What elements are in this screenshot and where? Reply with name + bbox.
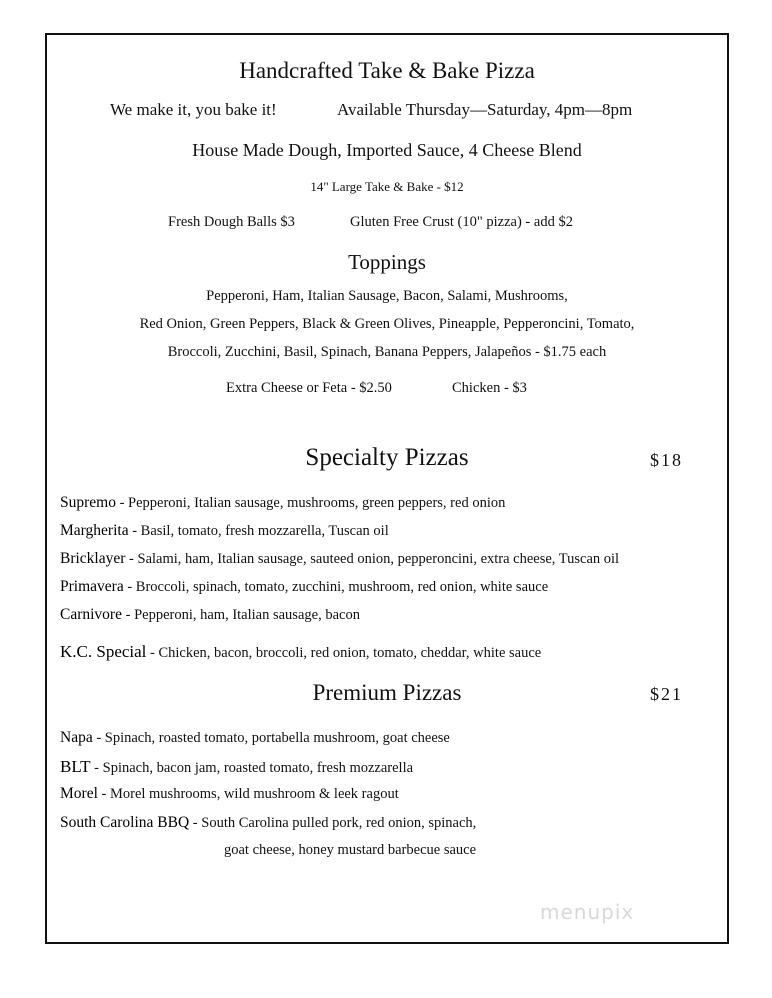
availability: Available Thursday—Saturday, 4pm—8pm [337, 100, 633, 119]
menu-item [60, 550, 619, 568]
specialty-heading: Specialty Pizzas [305, 444, 469, 471]
item-desc: - Morel mushrooms, wild mushroom & leek ragout [97, 786, 399, 802]
menu-item [60, 785, 399, 803]
item-desc: - Pepperoni, ham, Italian sausage, bacon [121, 607, 360, 623]
item-desc-continued: goat cheese, honey mustard barbecue sauce [224, 842, 477, 858]
item-name: Morel [60, 785, 98, 802]
toppings-line: Broccoli, Zucchini, Basil, Spinach, Banana Peppers, Jalapeños - $1.75 each [167, 344, 607, 360]
item-desc: - Spinach, roasted tomato, portabella mushroom, goat cheese [92, 730, 450, 746]
menu-border [45, 33, 729, 944]
item-name: Bricklayer [60, 550, 126, 567]
menu-item [60, 642, 541, 662]
item-desc: - Basil, tomato, fresh mozzarella, Tuscan oil [128, 523, 389, 539]
menu-item [60, 522, 389, 540]
watermark: menupix [540, 900, 635, 924]
item-name: Supremo [60, 494, 116, 511]
item-name: Napa [60, 729, 93, 746]
item-name: Margherita [60, 522, 129, 539]
item-name: Carnivore [60, 606, 122, 623]
item-desc: - South Carolina pulled pork, red onion, spinach, [189, 815, 477, 831]
premium-price: $21 [650, 684, 683, 704]
item-desc: - Pepperoni, Italian sausage, mushrooms, green peppers, red onion [115, 495, 506, 511]
gluten-free: Gluten Free Crust (10" pizza) - add $2 [350, 214, 573, 230]
extra-cheese: Extra Cheese or Feta - $2.50 [226, 380, 392, 396]
menu-item [60, 606, 360, 624]
premium-heading: Premium Pizzas [312, 680, 462, 705]
large-price: 14" Large Take & Bake - $12 [310, 179, 464, 194]
specialty-price: $18 [650, 450, 683, 470]
menu-item [60, 814, 476, 832]
item-name: Primavera [60, 578, 124, 595]
toppings-line: Pepperoni, Ham, Italian Sausage, Bacon, Salami, Mushrooms, [206, 288, 568, 304]
item-desc: - Salami, ham, Italian sausage, sauteed onion, pepperoncini, extra cheese, Tuscan oil [125, 551, 620, 567]
item-desc: - Spinach, bacon jam, roasted tomato, fresh mozzarella [90, 760, 414, 776]
dough-balls: Fresh Dough Balls $3 [168, 214, 295, 230]
menu-item [60, 578, 548, 596]
item-name: South Carolina BBQ [60, 814, 190, 831]
item-desc: - Broccoli, spinach, tomato, zucchini, mushroom, red onion, white sauce [123, 579, 549, 595]
toppings-heading: Toppings [348, 250, 426, 274]
item-name: BLT [60, 757, 91, 776]
toppings-line: Red Onion, Green Peppers, Black & Green Olives, Pineapple, Pepperoncini, Tomato, [139, 316, 635, 332]
menu-title: Handcrafted Take & Bake Pizza [239, 58, 535, 83]
item-name: K.C. Special [60, 642, 147, 661]
menu-item [60, 757, 413, 777]
features: House Made Dough, Imported Sauce, 4 Cheese Blend [192, 140, 582, 160]
item-desc: - Chicken, bacon, broccoli, red onion, tomato, cheddar, white sauce [146, 645, 542, 661]
menu-item [60, 729, 450, 747]
tagline: We make it, you bake it! [110, 100, 277, 119]
menu-item [60, 494, 505, 512]
chicken: Chicken - $3 [452, 380, 527, 396]
